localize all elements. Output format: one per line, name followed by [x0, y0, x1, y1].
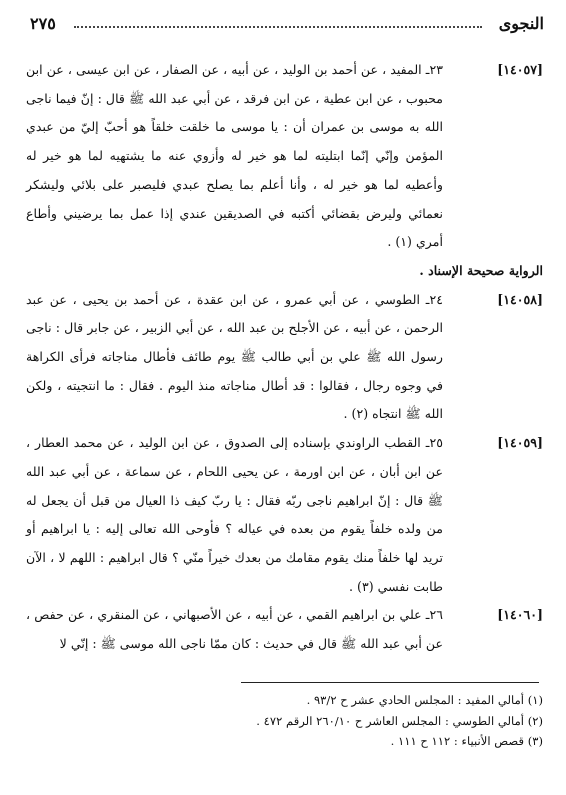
- hadith-number: [١٤٠٦٠]: [497, 607, 543, 623]
- footnote: (١) أمالي المفيد : المجلس الحادي عشر ح ٩٣/٢ .: [306, 693, 543, 707]
- hadith-text: ٢٦ـ علي بن ابراهيم القمي ، عن أبيه ، عن الأصبهاني ، عن المنقري ، عن حفص ، عن أبي عبد الله ﷺ قال في حديث : كان ممّا ناجى الله موسى ﷺ : إنّي لا: [26, 607, 443, 652]
- footnote: (٣) قصص الأنبياء : ١١٢ ح ١١١ .: [390, 734, 543, 748]
- footnotes: [26, 690, 543, 752]
- hadith-entry: [26, 286, 543, 430]
- hadith-number: [١٤٠٥٩]: [497, 435, 543, 451]
- header-dot-leader: [74, 26, 482, 28]
- hadith-entry: [26, 56, 543, 257]
- chapter-title: النجوى: [498, 14, 544, 33]
- running-header: [30, 10, 544, 38]
- footnote: (٢) أمالي الطوسي : المجلس العاشر ح ٢٦٠/١٠ الرقم ٤٧٢ .: [256, 713, 543, 728]
- chain-note: الرواية صحيحة الإسناد .: [419, 262, 543, 278]
- footnote-divider: [241, 682, 539, 683]
- hadith-number: [١٤٠٥٨]: [497, 291, 543, 307]
- hadith-entry: [26, 601, 543, 658]
- hadith-text: ٢٣ـ المفيد ، عن أحمد بن الوليد ، عن أبيه ، عن الصفار ، عن ابن عيسى ، عن ابن محبوب ، عن ابن عطية ، عن ابن فرقد ، عن أبي عبد الله ﷺ قال : إنّ فيما ناجى الله به موسى بن عمران أن : يا موسى ما خلقت خلقاً هو أحبّ إليّ من عبدي المؤمن وإنّي إنّما ابتليته لما هو خير له وأزوي عنه ما يشتهيه لما هو خير له وأعطيه لما هو خير له ، وأنا أعلم بما يصلح عبدي فليصبر على بلائي وليشكر نعمائي وليرض بقضائي أكتبه في الصديقين عندي إذا عمل بما يرضيني وأطاع أمري (١) .: [26, 62, 443, 250]
- main-text: [26, 56, 543, 659]
- hadith-number: [١٤٠٥٧]: [497, 62, 543, 77]
- hadith-text: ٢٥ـ القطب الراوندي بإسناده إلى الصدوق ، عن ابن الوليد ، عن محمد العطار ، عن ابن أبان ، عن ابن اورمة ، عن يحيى اللحام ، عن سماعة ، عن أبي عبد الله ﷺ قال : إنّ ابراهيم ناجى ربّه فقال : يا ربّ كيف ذا العيال من قبل أن يجعل له من ولده خلفاً يقوم من بعده في عياله ؟ فأوحى الله تعالى إليه : يا ابراهيم أو تريد لها خلفاً منك يقوم مقامك من بعدك خيراً منّي ؟ قال ابراهيم : اللهم لا ، الآن طابت نفسي (٣) .: [26, 435, 443, 594]
- hadith-text: ٢٤ـ الطوسي ، عن أبي عمرو ، عن ابن عقدة ، عن أحمد بن يحيى ، عن عبد الرحمن ، عن أبيه ، عن الأجلح بن عبد الله ، عن أبي الزبير ، عن جابر قال : ناجى رسول الله ﷺ علي بن أبي طالب ﷺ يوم طائف فأطال مناجاته فرأى الكراهة في وجوه رجال ، فقالوا : قد أطال مناجاته منذ اليوم . فقال : ما انتجيته ، ولكن الله ﷺ انتجاه (٢) .: [26, 291, 443, 422]
- page-number: ٢٧٥: [30, 14, 56, 33]
- hadith-entry: [26, 429, 543, 601]
